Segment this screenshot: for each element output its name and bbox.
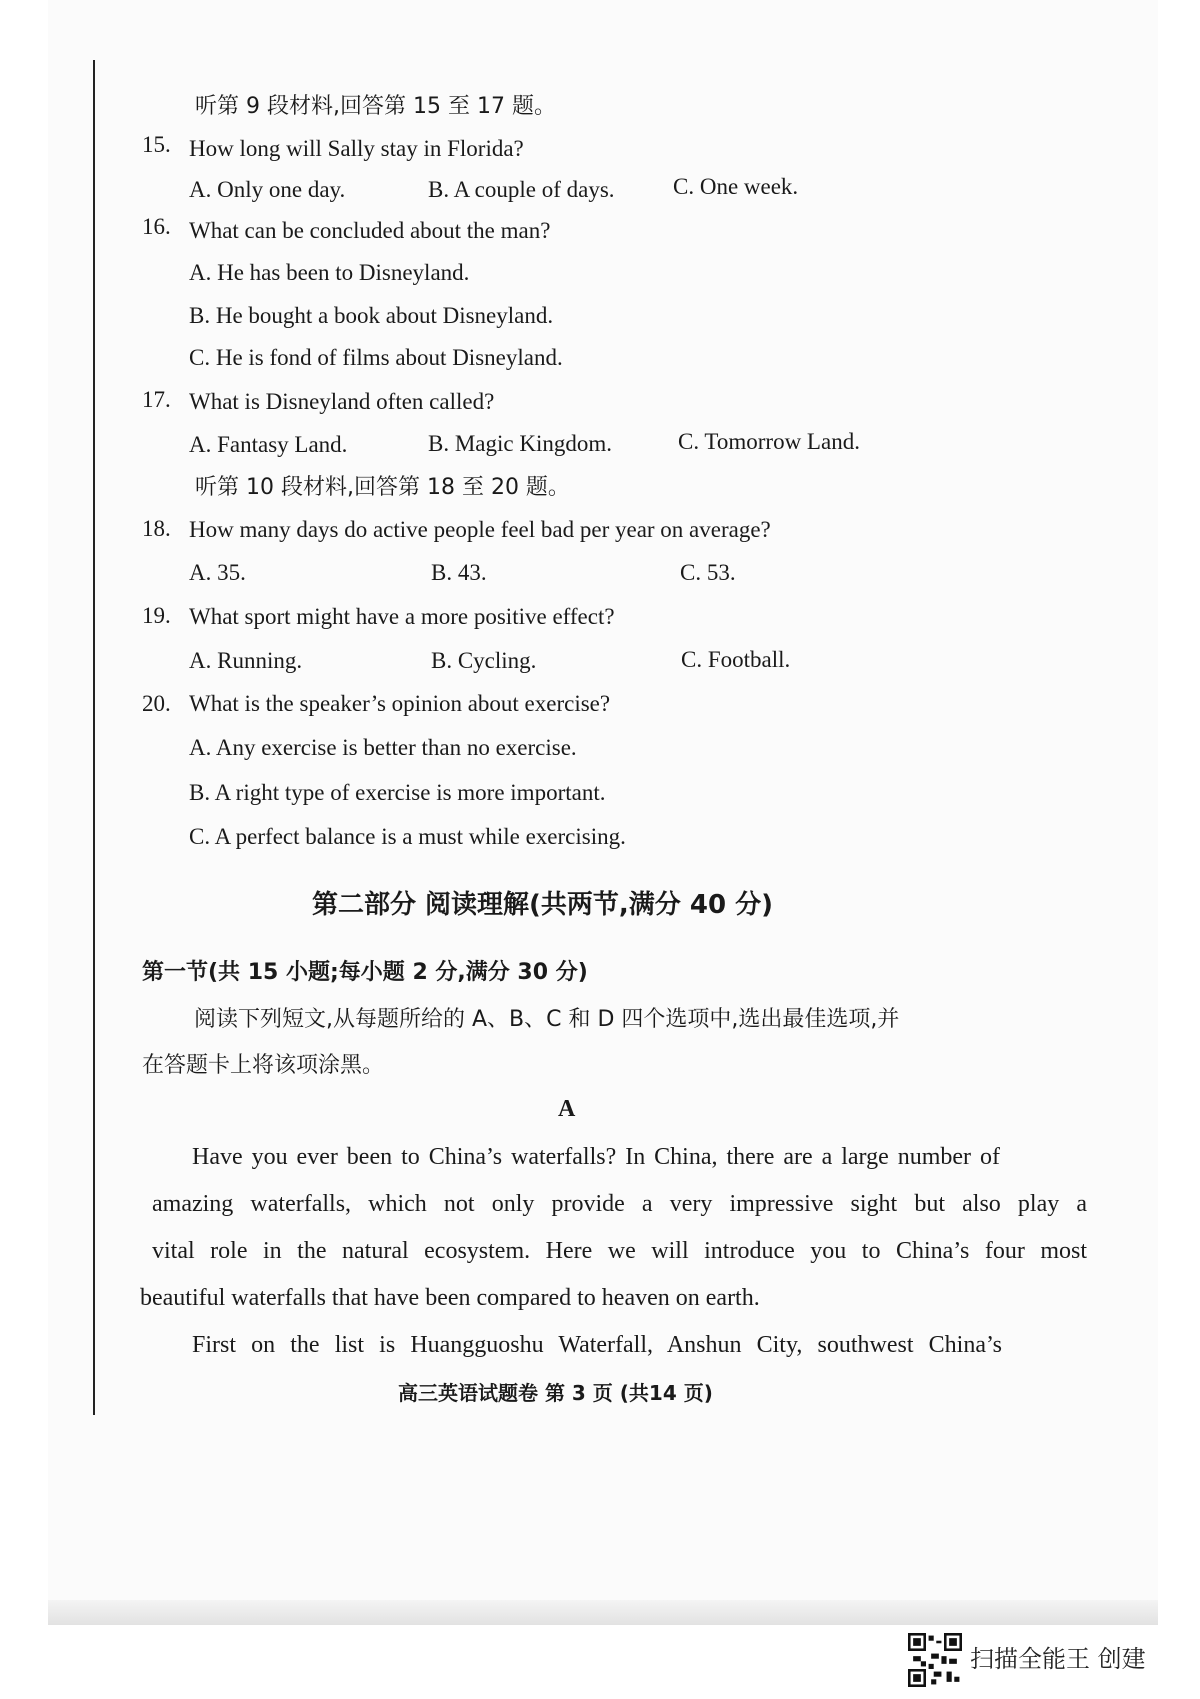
q20-option-b: B. A right type of exercise is more important. bbox=[189, 780, 606, 805]
reading-instructions-line1: 阅读下列短文,从每题所给的 A、B、C 和 D 四个选项中,选出最佳选项,并 bbox=[194, 1007, 900, 1032]
q15-option-a: A. Only one day. bbox=[189, 177, 346, 202]
q17-option-c: C. Tomorrow Land. bbox=[678, 429, 860, 454]
passage-line: beautiful waterfalls that have been compared to heaven on earth. bbox=[140, 1285, 760, 1311]
q15-number: 15. bbox=[142, 132, 171, 157]
q16-option-c: C. He is fond of films about Disneyland. bbox=[189, 345, 563, 370]
q18-number: 18. bbox=[142, 516, 171, 541]
q15-option-b: B. A couple of days. bbox=[428, 177, 615, 202]
q16-number: 16. bbox=[142, 214, 171, 239]
section10-instruction: 听第 10 段材料,回答第 18 至 20 题。 bbox=[195, 475, 570, 500]
q16-option-a: A. He has been to Disneyland. bbox=[189, 260, 470, 285]
q18-option-b: B. 43. bbox=[431, 560, 487, 585]
q17-number: 17. bbox=[142, 387, 171, 412]
q20-option-a: A. Any exercise is better than no exercise. bbox=[189, 735, 577, 760]
q19-question: What sport might have a more positive effect? bbox=[189, 604, 615, 629]
section9-instruction: 听第 9 段材料,回答第 15 至 17 题。 bbox=[195, 94, 556, 119]
qr-code-icon bbox=[908, 1633, 962, 1687]
q15-question: How long will Sally stay in Florida? bbox=[189, 136, 524, 161]
q17-option-a: A. Fantasy Land. bbox=[189, 432, 348, 457]
q20-number: 20. bbox=[142, 691, 171, 716]
q15-option-c: C. One week. bbox=[673, 174, 799, 199]
passage-line: First on the list is Huangguoshu Waterfall, Anshun City, southwest China’s bbox=[192, 1332, 1002, 1358]
watermark-text: 扫描全能王 创建 bbox=[970, 1645, 1146, 1673]
passage-line: vital role in the natural ecosystem. Here we will introduce you to China’s four most bbox=[152, 1238, 1087, 1264]
q19-number: 19. bbox=[142, 603, 171, 628]
q20-option-c: C. A perfect balance is a must while exercising. bbox=[189, 824, 626, 849]
passage-label: A bbox=[558, 1096, 576, 1122]
q20-question: What is the speaker’s opinion about exercise? bbox=[189, 691, 611, 716]
margin-rule bbox=[93, 60, 95, 1415]
section1-title: 第一节(共 15 小题;每小题 2 分,满分 30 分) bbox=[142, 960, 588, 985]
q19-option-a: A. Running. bbox=[189, 648, 303, 673]
q17-question: What is Disneyland often called? bbox=[189, 389, 495, 414]
passage-line: Have you ever been to China’s waterfalls? In China, there are a large number of bbox=[192, 1144, 1000, 1170]
page-footer: 高三英语试题卷 第 3 页 (共14 页) bbox=[398, 1381, 713, 1405]
q16-option-b: B. He bought a book about Disneyland. bbox=[189, 303, 554, 328]
q18-option-a: A. 35. bbox=[189, 560, 246, 585]
q17-option-b: B. Magic Kingdom. bbox=[428, 431, 612, 456]
reading-instructions-line2: 在答题卡上将该项涂黑。 bbox=[142, 1053, 385, 1078]
q19-option-b: B. Cycling. bbox=[431, 648, 537, 673]
q18-option-c: C. 53. bbox=[680, 560, 736, 585]
q18-question: How many days do active people feel bad per year on average? bbox=[189, 517, 771, 542]
passage-line: amazing waterfalls, which not only provide a very impressive sight but also play a bbox=[152, 1191, 1087, 1217]
part2-title: 第二部分 阅读理解(共两节,满分 40 分) bbox=[312, 890, 773, 920]
page-edge-shadow bbox=[48, 1600, 1158, 1625]
q16-question: What can be concluded about the man? bbox=[189, 218, 551, 243]
q19-option-c: C. Football. bbox=[681, 647, 791, 672]
